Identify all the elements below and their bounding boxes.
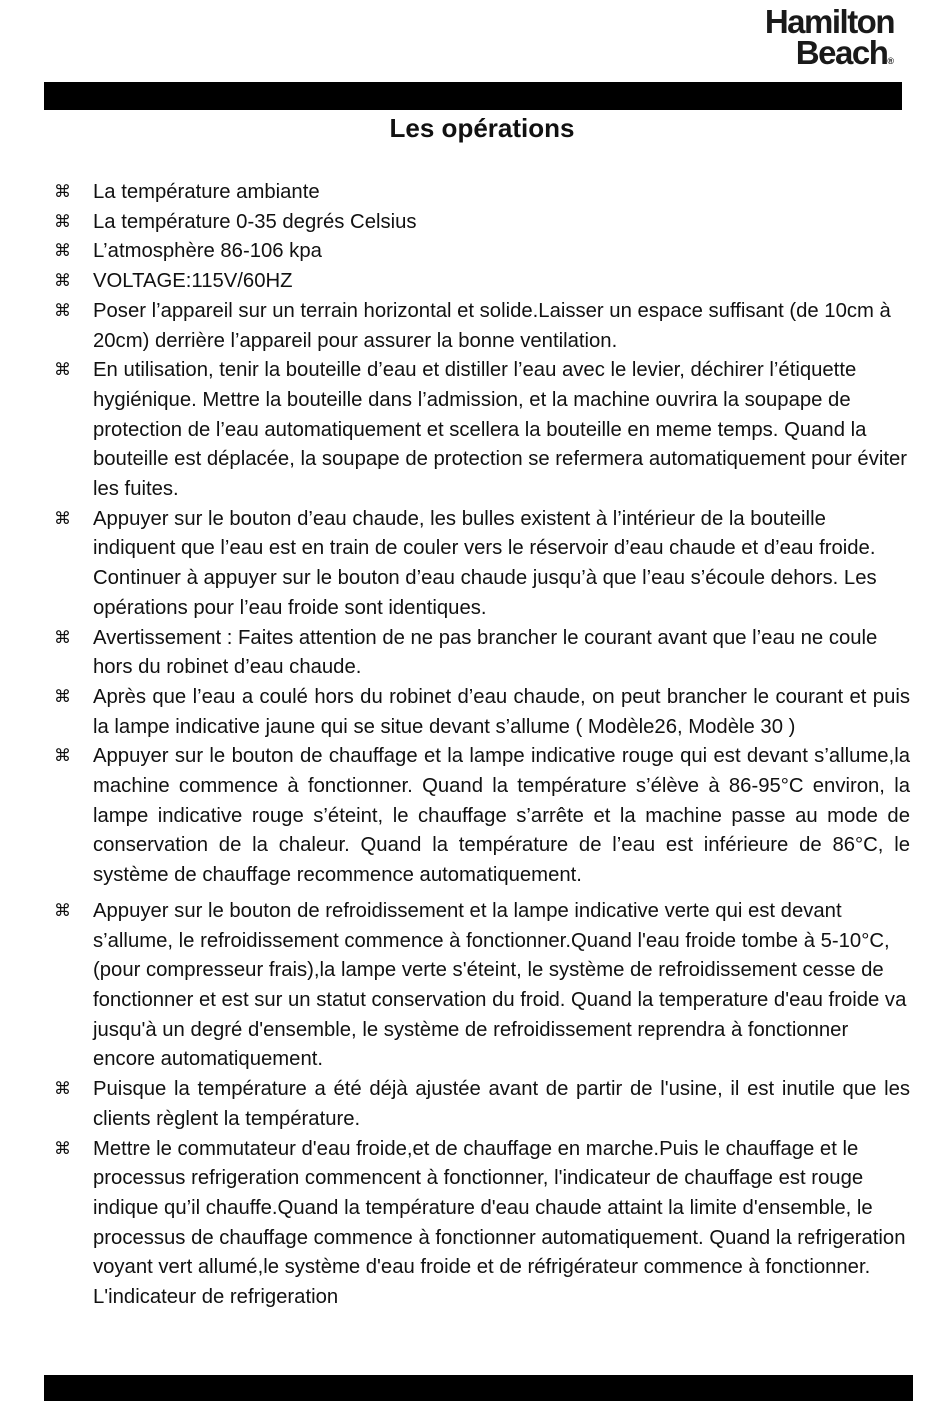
header-bar xyxy=(44,82,902,110)
command-bullet-icon: ⌘ xyxy=(54,1079,71,1100)
command-bullet-icon: ⌘ xyxy=(54,241,71,262)
list-item-text: La température 0-35 degrés Celsius xyxy=(93,210,417,233)
command-bullet-icon: ⌘ xyxy=(54,300,71,321)
list-item-text: Appuyer sur le bouton de refroidissement et la lampe indicative verte qui est devant s’allume, le refroidissement commence à fonctionner.Quand l'eau froide tombe à 5-10°C, (pour compresseur frais),la lampe verte s'éteint, le système de refroidissement cesse de fonctionner et est sur un statut conservation du froid. Quand la temperature d'eau froide va jusqu'à un degré d'ensemble, le système de refroidissement reprendra à fonctionner encore automatiquement. xyxy=(93,899,907,1071)
command-bullet-icon: ⌘ xyxy=(54,1138,71,1159)
command-bullet-icon: ⌘ xyxy=(54,271,71,292)
list-item xyxy=(54,356,910,505)
list-item-text: En utilisation, tenir la bouteille d’eau et distiller l’eau avec le levier, déchirer l’étiquette hygiénique. Mettre la bouteille dans l’admission, et la machine ouvrira la soupape de protection de l’eau automatiquement et scellera la bouteille en meme temps. Quand la bouteille est déplacée, la soupape de protection se refermera automatiquement pour éviter les fuites. xyxy=(93,359,908,501)
list-item-text: Appuyer sur le bouton de chauffage et la lampe indicative rouge qui est devant s’allume,la machine commence à fonctionner. Quand la température s’élève à 86-95°C environ, la lampe indicative rouge s’éteint, le chauffage s’arrête et la machine passe au mode de conservation de la chaleur. Quand la température de l’eau est inférieure de 86°C, le système de chauffage recommence automatiquement. xyxy=(93,745,910,887)
command-bullet-icon: ⌘ xyxy=(54,508,71,529)
list-item-text: Mettre le commutateur d'eau froide,et de chauffage en marche.Puis le chauffage et le processus refrigeration commencent à fonctionner, l'indicateur de chauffage est rouge indique qu’il chauffe.Quand la température d'eau chaude attaint la limite d'ensemble, le processus de chauffage commence à fonctionner automatiquement. Quand la refrigeration voyant vert allumé,le système d'eau froide et de réfrigérateur commence à fonctionner. L'indicateur de refrigeration xyxy=(93,1137,906,1309)
brand-line-1: Hamilton xyxy=(764,3,894,40)
brand-logo xyxy=(764,3,894,77)
list-item xyxy=(54,1135,910,1313)
list-item xyxy=(54,297,910,356)
list-item-text: Poser l’appareil sur un terrain horizontal et solide.Laisser un espace suffisant (de 10cm à 20cm) derrière l’appareil pour assurer la bonne ventilation. xyxy=(93,299,891,352)
list-item-text: Après que l’eau a coulé hors du robinet d’eau chaude, on peut brancher le courant et puis la lampe indicative jaune qui se situe devant s’allume ( Modèle26, Modèle 30 ) xyxy=(93,685,910,738)
list-item xyxy=(54,237,910,267)
list-item xyxy=(54,178,910,208)
list-item-text: Avertissement : Faites attention de ne pas brancher le courant avant que l’eau ne coule hors du robinet d’eau chaude. xyxy=(93,626,878,679)
command-bullet-icon: ⌘ xyxy=(54,686,71,707)
list-item xyxy=(54,683,910,742)
list-item xyxy=(54,505,910,624)
list-item-text: Puisque la température a été déjà ajustée avant de partir de l'usine, il est inutile que les clients règlent la température. xyxy=(93,1078,910,1130)
command-bullet-icon: ⌘ xyxy=(54,627,71,648)
footer-bar xyxy=(44,1375,913,1401)
command-bullet-icon: ⌘ xyxy=(54,211,71,232)
list-item xyxy=(54,1075,910,1134)
list-item-text: L’atmosphère 86-106 kpa xyxy=(93,240,322,263)
list-item xyxy=(54,624,910,683)
command-bullet-icon: ⌘ xyxy=(54,900,71,921)
list-item xyxy=(54,897,910,1075)
operations-list xyxy=(54,178,910,1313)
command-bullet-icon: ⌘ xyxy=(54,746,71,767)
list-item-text: Appuyer sur le bouton d’eau chaude, les bulles existent à l’intérieur de la bouteille indiquent que l’eau est en train de couler vers le réservoir d’eau chaude et d’eau froide. Continuer à appuyer sur le bouton d’eau chaude jusqu’à que l’eau s’écoule dehors. Les opérations pour l’eau froide sont identiques. xyxy=(93,507,877,619)
list-item-text: VOLTAGE:115V/60HZ xyxy=(93,270,293,293)
list-item xyxy=(54,208,910,238)
list-item xyxy=(54,742,910,891)
page-title: Les opérations xyxy=(389,113,575,143)
list-item-text: La température ambiante xyxy=(93,181,320,203)
command-bullet-icon: ⌘ xyxy=(54,182,71,202)
command-bullet-icon: ⌘ xyxy=(54,360,71,381)
list-item xyxy=(54,267,910,297)
registered-mark: ® xyxy=(887,56,894,66)
brand-line-2: Beach xyxy=(795,34,888,71)
